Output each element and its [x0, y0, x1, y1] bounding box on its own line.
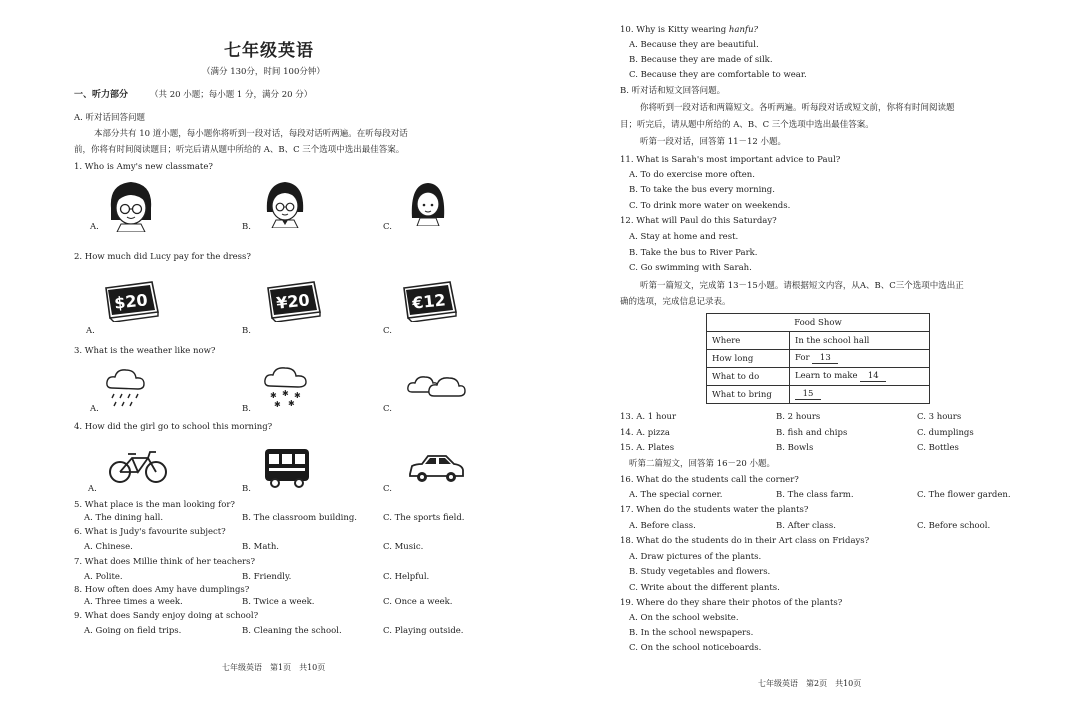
question-7-option-c: C. Helpful.: [383, 572, 430, 582]
answer-blank-14: 14: [860, 371, 886, 382]
question-6-option-a: A. Chinese.: [84, 542, 133, 552]
question-8-option-c: C. Once a week.: [383, 597, 453, 607]
question-6-option-b: B. Math.: [242, 542, 280, 552]
part-b-heading: B. 听对话和短文回答问题。: [620, 86, 726, 96]
question-11-option-c: C. To drink more water on weekends.: [629, 201, 791, 211]
question-5-option-c: C. The sports field.: [383, 513, 465, 523]
cloudy-icon: [406, 370, 466, 400]
svg-text:✱: ✱: [294, 391, 301, 400]
question-2: 2. How much did Lucy pay for the dress?: [74, 252, 251, 262]
section-heading: 一、听力部分: [74, 90, 129, 100]
question-19-option-a: A. On the school website.: [629, 613, 739, 623]
question-15-option-a: 15. A. Plates: [620, 443, 675, 453]
question-3: 3. What is the weather like now?: [74, 346, 216, 356]
table-row-label: Where: [707, 332, 790, 350]
page-footer: 七年级英语 第2页 共10页: [758, 679, 862, 688]
question-15-option-c: C. Bottles: [917, 443, 959, 453]
section-note: （共 20 小题；每小题 1 分，满分 20 分）: [150, 90, 313, 100]
question-12: 12. What will Paul do this Saturday?: [620, 216, 777, 226]
question-19: 19. Where do they share their photos of the plants?: [620, 598, 843, 608]
question-8-option-a: A. Three times a week.: [84, 597, 183, 607]
passage-2-instruction: 听第二篇短文，回答第 16－20 小题。: [629, 459, 776, 469]
question-9: 9. What does Sandy enjoy doing at school?: [74, 611, 259, 621]
table-row-label: What to bring: [707, 386, 790, 404]
question-18: 18. What do the students do in their Art class on Fridays?: [620, 536, 870, 546]
option-c-label: C.: [383, 222, 392, 232]
bicycle-icon: [108, 448, 168, 484]
option-a-label: A.: [86, 326, 95, 336]
question-6-option-c: C. Music.: [383, 542, 424, 552]
table-row-value: In the school hall: [790, 332, 930, 350]
question-17-option-b: B. After class.: [776, 521, 836, 531]
dialogue-instruction: 听第一段对话，回答第 11－12 小题。: [640, 137, 787, 147]
answer-blank-15: 15: [795, 389, 821, 400]
price-tag-icon: [398, 280, 460, 322]
question-1: 1. Who is Amy's new classmate?: [74, 162, 213, 172]
question-17-option-a: A. Before class.: [629, 521, 696, 531]
question-18-option-b: B. Study vegetables and flowers.: [629, 567, 771, 577]
price-a-text: $20: [113, 290, 149, 313]
question-18-option-a: A. Draw pictures of the plants.: [629, 552, 762, 562]
question-8-option-b: B. Twice a week.: [242, 597, 315, 607]
table-row-label: What to do: [707, 368, 790, 386]
question-4: 4. How did the girl go to school this morning?: [74, 422, 273, 432]
part-a-heading: A. 听对话回答问题: [74, 113, 146, 123]
question-5: 5. What place is the man looking for?: [74, 500, 235, 510]
question-5-option-a: A. The dining hall.: [84, 513, 164, 523]
table-row-value: [790, 386, 930, 404]
option-a-label: A.: [90, 404, 99, 414]
car-icon: [406, 452, 466, 484]
option-a-label: A.: [90, 222, 99, 232]
part-a-instructions-line2: 前，你将有时间阅读题目；听完后请从题中所给的 A、B、C 三个选项中选出最佳答案。: [74, 145, 405, 155]
snow-cloud-icon: [262, 364, 310, 408]
option-c-label: C.: [383, 326, 392, 336]
question-17-option-c: C. Before school.: [917, 521, 991, 531]
option-a-label: A.: [88, 484, 97, 494]
table-row-label: How long: [707, 350, 790, 368]
question-12-option-b: B. Take the bus to River Park.: [629, 248, 758, 258]
question-14-option-a: 14. A. pizza: [620, 428, 670, 438]
question-12-option-c: C. Go swimming with Sarah.: [629, 263, 752, 273]
question-11-option-b: B. To take the bus every morning.: [629, 185, 775, 195]
question-16-option-b: B. The class farm.: [776, 490, 854, 500]
score-info: （满分 130分，时间 100分钟）: [202, 67, 325, 77]
svg-text:✱: ✱: [270, 391, 277, 400]
option-b-label: B.: [242, 222, 251, 232]
question-13-option-b: B. 2 hours: [776, 412, 821, 422]
price-tag-icon: [100, 280, 162, 322]
question-10-option-a: A. Because they are beautiful.: [629, 40, 759, 50]
exam-title: 七年级英语: [224, 41, 314, 61]
question-19-option-b: B. In the school newspapers.: [629, 628, 754, 638]
question-16: 16. What do the students call the corner?: [620, 475, 799, 485]
question-7-option-a: A. Polite.: [84, 572, 123, 582]
svg-text:✱: ✱: [274, 400, 281, 408]
question-14-option-b: B. fish and chips: [776, 428, 848, 438]
table-row-value: [790, 368, 930, 386]
question-15-option-b: B. Bowls: [776, 443, 814, 453]
part-b-instructions-line1: 你将听到一段对话和两篇短文。各听两遍。听每段对话或短文前，你将有时间阅读题: [640, 103, 955, 113]
svg-text:✱: ✱: [288, 399, 295, 408]
question-13-option-c: C. 3 hours: [917, 412, 962, 422]
question-9-option-b: B. Cleaning the school.: [242, 626, 342, 636]
question-16-option-c: C. The flower garden.: [917, 490, 1011, 500]
answer-blank-13: 13: [812, 353, 838, 364]
price-b-text: ¥20: [275, 290, 311, 313]
table-row-prefix: For: [795, 353, 813, 363]
food-show-table-header: Food Show: [707, 314, 930, 332]
bus-icon: [262, 446, 312, 488]
girl-long-hair-icon: [408, 180, 448, 226]
question-7: 7. What does Millie think of her teachers?: [74, 557, 256, 567]
passage-1-instruction-line1: 听第一篇短文，完成第 13－15小题。请根据短文内容，从A、B、C三个选项中选出正: [640, 281, 964, 291]
price-c-text: €12: [411, 290, 447, 313]
passage-1-instruction-line2: 确的选项，完成信息记录表。: [620, 297, 731, 307]
table-row-value: [790, 350, 930, 368]
girl-with-glasses-pigtails-icon: [262, 178, 308, 228]
question-11: 11. What is Sarah's most important advice to Paul?: [620, 155, 841, 165]
part-b-instructions-line2: 目；听完后，请从题中所给的 A、B、C 三个选项中选出最佳答案。: [620, 120, 874, 130]
option-b-label: B.: [242, 484, 251, 494]
girl-with-glasses-icon: [105, 178, 157, 232]
option-c-label: C.: [383, 484, 392, 494]
price-tag-icon: [262, 280, 324, 322]
question-17: 17. When do the students water the plants?: [620, 505, 809, 515]
part-a-instructions-line1: 本部分共有 10 道小题，每小题你将听到一段对话，每段对话听两遍。在听每段对话: [94, 129, 408, 139]
question-14-option-c: C. dumplings: [917, 428, 974, 438]
question-5-option-b: B. The classroom building.: [242, 513, 357, 523]
question-9-option-c: C. Playing outside.: [383, 626, 464, 636]
question-7-option-b: B. Friendly.: [242, 572, 292, 582]
question-10-text: 10. Why is Kitty wearing: [620, 25, 729, 35]
question-8: 8. How often does Amy have dumplings?: [74, 585, 250, 595]
option-b-label: B.: [242, 326, 251, 336]
question-10-option-b: B. Because they are made of silk.: [629, 55, 773, 65]
svg-text:✱: ✱: [282, 389, 289, 398]
option-b-label: B.: [242, 404, 251, 414]
exam-page-2: [540, 0, 1080, 720]
question-6: 6. What is Judy's favourite subject?: [74, 527, 226, 537]
rain-cloud-icon: [104, 366, 148, 410]
table-row-prefix: Learn to make: [795, 371, 861, 381]
question-18-option-c: C. Write about the different plants.: [629, 583, 780, 593]
option-c-label: C.: [383, 404, 392, 414]
page-footer: 七年级英语 第1页 共10页: [222, 663, 326, 672]
question-10-option-c: C. Because they are comfortable to wear.: [629, 70, 807, 80]
question-12-option-a: A. Stay at home and rest.: [629, 232, 739, 242]
food-show-table: [706, 313, 930, 404]
question-10: [620, 25, 758, 36]
question-13-option-a: 13. A. 1 hour: [620, 412, 677, 422]
question-10-italic: hanfu?: [728, 25, 759, 35]
question-11-option-a: A. To do exercise more often.: [629, 170, 755, 180]
question-16-option-a: A. The special corner.: [629, 490, 723, 500]
question-9-option-a: A. Going on field trips.: [84, 626, 182, 636]
question-19-option-c: C. On the school noticeboards.: [629, 643, 762, 653]
